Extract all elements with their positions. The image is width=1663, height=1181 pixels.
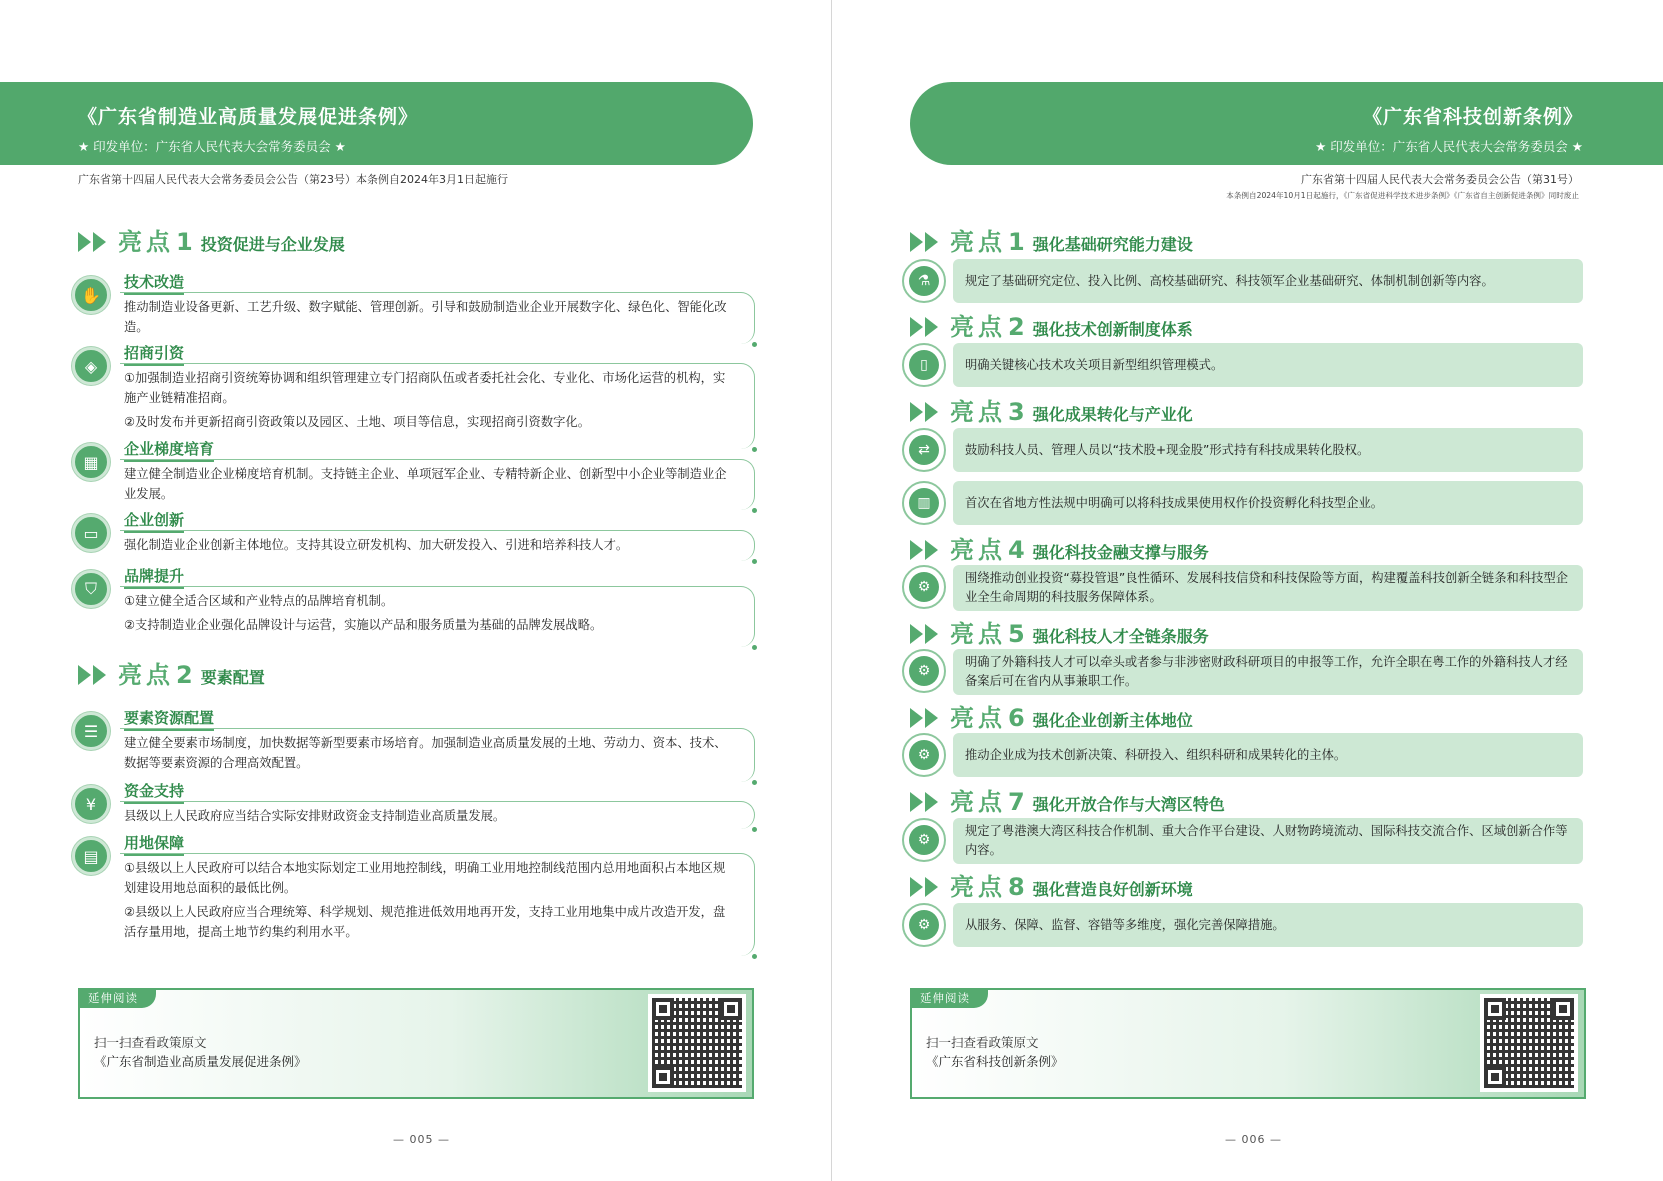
- monitor-icon: ▭: [72, 514, 110, 552]
- network-icon: ⚙: [902, 565, 946, 609]
- right-notice-small: 本条例自2024年10月1日起施行，《广东省促进科学技术进步条例》《广东省自主创新促进条例》同时废止: [1226, 191, 1579, 200]
- qr-code-icon[interactable]: [648, 994, 746, 1092]
- item-text: 明确了外籍科技人才可以牵头或者参与非涉密财政科研项目的申报等工作，允许全职在粤工作的外籍科技人才经备案后可在省内从事兼职工作。: [965, 655, 1568, 688]
- shield-icon: ⛉: [72, 570, 110, 608]
- item-paragraph: 建立健全制造业企业梯度培育机制。支持链主企业、单项冠军企业、专精特新企业、创新型中小企业等制造业企业发展。: [124, 467, 727, 501]
- highlight-topic: 强化技术创新制度体系: [1032, 320, 1193, 339]
- item-title: 用地保障: [124, 832, 184, 856]
- highlight-word: 亮点: [118, 661, 174, 689]
- item-investment-attraction: [72, 344, 755, 437]
- double-arrow-icon: [910, 232, 942, 252]
- qr-code-icon[interactable]: [1480, 994, 1578, 1092]
- item-tech-upgrade: [72, 273, 755, 336]
- item-content: [953, 428, 1583, 472]
- land-icon: ▤: [72, 837, 110, 875]
- double-arrow-icon: [910, 317, 942, 337]
- double-arrow-icon: [910, 877, 942, 897]
- double-arrow-icon: [910, 402, 942, 422]
- left-banner-subtitle: ★ 印发单位：广东省人民代表大会常务委员会 ★: [78, 139, 346, 154]
- highlight-number: 1: [176, 228, 193, 256]
- item-content: [120, 363, 755, 449]
- item-content: [120, 459, 755, 510]
- network-icon: ⚙: [902, 649, 946, 693]
- right-banner-subtitle: ★ 印发单位：广东省人民代表大会常务委员会 ★: [1315, 139, 1583, 154]
- extended-reading-box: [78, 988, 754, 1099]
- item-content: [120, 728, 755, 782]
- double-arrow-icon: [910, 540, 942, 560]
- double-arrow-icon: [78, 665, 110, 685]
- highlight-topic: 投资促进与企业发展: [200, 235, 345, 254]
- right-item: [880, 903, 1583, 947]
- item-paragraph: 县级以上人民政府应当结合实际安排财政资金支持制造业高质量发展。: [124, 809, 506, 823]
- highlight-number: 2: [1008, 313, 1025, 341]
- highlight-word: 亮点: [950, 873, 1006, 901]
- highlight-topic: 要素配置: [200, 668, 265, 687]
- highlight-word: 亮点: [950, 704, 1006, 732]
- item-factor-allocation: [72, 709, 755, 774]
- item-text: 鼓励科技人员、管理人员以“技术股+现金股”形式持有科技成果转化股权。: [965, 442, 1370, 457]
- highlight-topic: 强化科技人才全链条服务: [1032, 627, 1209, 646]
- highlight-topic: 强化企业创新主体地位: [1032, 711, 1193, 730]
- extended-reading-box: [910, 988, 1586, 1099]
- factory-icon: ▥: [902, 481, 946, 525]
- item-text: 规定了基础研究定位、投入比例、高校基础研究、科技领军企业基础研究、体制机制创新等内容。: [965, 273, 1494, 288]
- highlight-topic: 强化营造良好创新环境: [1032, 880, 1193, 899]
- left-notice: 广东省第十四届人民代表大会常务委员会公告（第23号）本条例自2024年3月1日起施行: [78, 173, 508, 186]
- left-banner: [0, 82, 753, 165]
- highlight-topic: 强化开放合作与大湾区特色: [1032, 795, 1225, 814]
- item-title: 品牌提升: [124, 565, 184, 589]
- network-icon: ⚙: [902, 818, 946, 862]
- right-item: [880, 428, 1583, 472]
- right-banner: [910, 82, 1663, 165]
- highlight-number: 7: [1008, 788, 1025, 816]
- right-highlight-4-header: [910, 530, 1209, 564]
- right-highlight-7-header: [910, 782, 1225, 816]
- page-left: [0, 0, 831, 1181]
- highlight-topic: 强化成果转化与产业化: [1032, 405, 1193, 424]
- right-item: [880, 818, 1583, 862]
- item-text: 围绕推动创业投资“募投管退”良性循环、发展科技信贷和科技保险等方面，构建覆盖科技创新全链条和科技型企业全生命周期的科技服务保障体系。: [965, 571, 1568, 604]
- item-paragraph: ①县级以上人民政府可以结合本地实际划定工业用地控制线，明确工业用地控制线范围内总用地面积占本地区规划建设用地总面积的最低比例。: [124, 861, 726, 895]
- item-text: 规定了粤港澳大湾区科技合作机制、重大合作平台建设、人财物跨境流动、国际科技交流合作、区域创新合作等内容。: [965, 824, 1568, 857]
- item-title: 招商引资: [124, 342, 184, 366]
- item-title: 资金支持: [124, 780, 184, 804]
- research-icon: ⚗: [902, 259, 946, 303]
- right-highlight-3-header: [910, 392, 1193, 426]
- item-title: 企业创新: [124, 509, 184, 533]
- right-banner-title: 《广东省科技创新条例》: [1362, 106, 1583, 128]
- item-content: [120, 853, 755, 956]
- item-paragraph: ①建立健全适合区域和产业特点的品牌培育机制。: [124, 594, 394, 608]
- highlight-number: 3: [1008, 398, 1025, 426]
- right-highlight-8-header: [910, 867, 1193, 901]
- item-brand-promotion: [72, 567, 755, 636]
- document-icon: ▯: [902, 343, 946, 387]
- highlight-word: 亮点: [950, 788, 1006, 816]
- item-content: [953, 903, 1583, 947]
- extended-reading-hint: 扫一扫查看政策原文: [926, 1035, 1039, 1050]
- highlight-word: 亮点: [118, 228, 174, 256]
- right-item: [880, 733, 1583, 777]
- item-text: 明确关键核心技术攻关项目新型组织管理模式。: [965, 357, 1224, 372]
- item-paragraph: ①加强制造业招商引资统筹协调和组织管理建立专门招商队伍或者委托社会化、专业化、市场化运营的机构，实施产业链精准招商。: [124, 371, 726, 405]
- extended-reading-tag: 延伸阅读: [910, 988, 988, 1008]
- highlight-number: 5: [1008, 620, 1025, 648]
- extended-reading-hint: 扫一扫查看政策原文: [94, 1035, 207, 1050]
- item-paragraph: ②支持制造业企业强化品牌设计与运营，实施以产品和服务质量为基础的品牌发展战略。: [124, 618, 603, 632]
- double-arrow-icon: [910, 792, 942, 812]
- item-content: [953, 733, 1583, 777]
- item-paragraph: 建立健全要素市场制度，加快数据等新型要素市场培育。加强制造业高质量发展的土地、劳动力、资本、技术、数据等要素资源的合理高效配置。: [124, 736, 727, 770]
- right-item: [880, 343, 1583, 387]
- item-content: [953, 818, 1583, 864]
- list-icon: ☰: [72, 712, 110, 750]
- highlight-word: 亮点: [950, 313, 1006, 341]
- item-paragraph: 强化制造业企业创新主体地位。支持其设立研发机构、加大研发投入、引进和培养科技人才。: [124, 538, 629, 552]
- network-icon: ⚙: [902, 733, 946, 777]
- item-funding-support: [72, 782, 755, 827]
- item-text: 推动企业成为技术创新决策、科研投入、组织科研和成果转化的主体。: [965, 747, 1347, 762]
- item-land-guarantee: [72, 834, 755, 943]
- item-content: [120, 530, 755, 561]
- hands-icon: ✋: [72, 276, 110, 314]
- item-paragraph: ②及时发布并更新招商引资政策以及园区、土地、项目等信息，实现招商引资数字化。: [124, 415, 591, 429]
- network-icon: ⚙: [902, 903, 946, 947]
- item-paragraph: 推动制造业设备更新、工艺升级、数字赋能、管理创新。引导和鼓励制造业企业开展数字化、绿色化、智能化改造。: [124, 300, 727, 334]
- page-number: — 006 —: [1225, 1133, 1282, 1146]
- double-arrow-icon: [78, 232, 110, 252]
- right-item: [880, 481, 1583, 525]
- item-content: [953, 259, 1583, 303]
- item-text: 从服务、保障、监督、容错等多维度，强化完善保障措施。: [965, 917, 1285, 932]
- item-content: [953, 343, 1583, 387]
- right-highlight-5-header: [910, 614, 1209, 648]
- right-highlight-2-header: [910, 307, 1193, 341]
- item-title: 企业梯度培育: [124, 438, 214, 462]
- extended-reading-tag: 延伸阅读: [78, 988, 156, 1008]
- item-content: [953, 481, 1583, 525]
- exchange-icon: ⇄: [902, 428, 946, 472]
- highlight-topic: 强化基础研究能力建设: [1032, 235, 1193, 254]
- item-title: 要素资源配置: [124, 707, 214, 731]
- extended-reading-title: 《广东省制造业高质量发展促进条例》: [94, 1054, 307, 1069]
- item-content: [953, 565, 1583, 611]
- highlight-topic: 强化科技金融支撑与服务: [1032, 543, 1209, 562]
- highlight-word: 亮点: [950, 620, 1006, 648]
- highlight-number: 8: [1008, 873, 1025, 901]
- double-arrow-icon: [910, 708, 942, 728]
- item-paragraph: ②县级以上人民政府应当合理统筹、科学规划、规范推进低效用地再开发，支持工业用地集中成片改造开发，盘活存量用地，提高土地节约集约利用水平。: [124, 905, 726, 939]
- item-content: [120, 586, 755, 647]
- coins-icon: ¥: [72, 785, 110, 823]
- item-content: [953, 649, 1583, 695]
- item-enterprise-cultivation: [72, 440, 755, 505]
- highlight-number: 6: [1008, 704, 1025, 732]
- right-highlight-1-header: [910, 222, 1193, 256]
- left-highlight-1-header: [78, 222, 345, 256]
- extended-reading-title: 《广东省科技创新条例》: [926, 1054, 1064, 1069]
- right-item: [880, 565, 1583, 609]
- right-notice: 广东省第十四届人民代表大会常务委员会公告（第31号）: [1301, 173, 1579, 186]
- highlight-word: 亮点: [950, 398, 1006, 426]
- highlight-word: 亮点: [950, 228, 1006, 256]
- highlight-number: 2: [176, 661, 193, 689]
- highlight-number: 4: [1008, 536, 1025, 564]
- double-arrow-icon: [910, 624, 942, 644]
- item-content: [120, 801, 755, 829]
- page-number: — 005 —: [393, 1133, 450, 1146]
- right-item: [880, 259, 1583, 303]
- item-enterprise-innovation: [72, 511, 755, 558]
- left-banner-title: 《广东省制造业高质量发展促进条例》: [78, 106, 419, 128]
- item-title: 技术改造: [124, 271, 184, 295]
- layers-icon: ◈: [72, 347, 110, 385]
- building-icon: ▦: [72, 443, 110, 481]
- right-item: [880, 649, 1583, 693]
- highlight-number: 1: [1008, 228, 1025, 256]
- highlight-word: 亮点: [950, 536, 1006, 564]
- left-highlight-2-header: [78, 655, 265, 689]
- item-text: 首次在省地方性法规中明确可以将科技成果使用权作价投资孵化科技型企业。: [965, 495, 1384, 510]
- right-highlight-6-header: [910, 698, 1193, 732]
- item-content: [120, 292, 755, 344]
